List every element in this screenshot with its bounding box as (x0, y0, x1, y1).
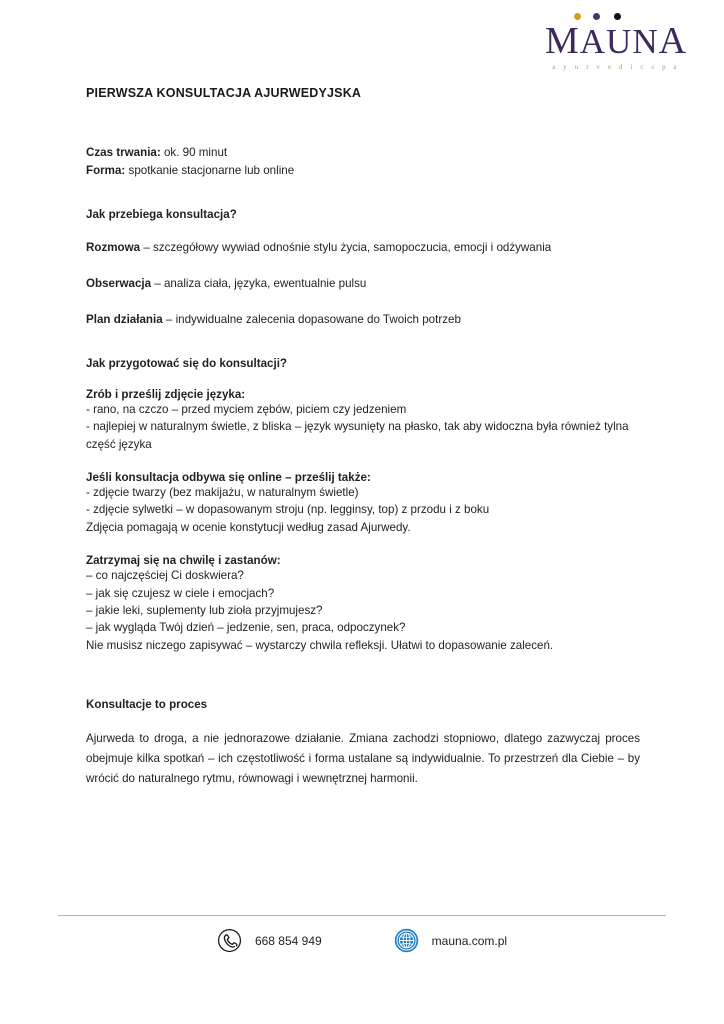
logo-letter-m: M (544, 20, 580, 62)
footer-phone[interactable] (217, 928, 322, 953)
document-content (86, 86, 640, 789)
logo-letter-a2: A (658, 20, 688, 62)
course-item-plan-text: – indywidualne zalecenia dopasowane do Twoich potrzeb (162, 312, 461, 326)
logo-wordmark (545, 22, 687, 60)
reflect-question-4: – jak wygląda Twój dzień – jedzenie, sen, praca, odpoczynek? (86, 621, 406, 635)
reflect-question-2: – jak się czujesz w ciele i emocjach? (86, 586, 275, 600)
logo-dot-purple-icon (593, 13, 600, 20)
section-process-body: Ajurweda to droga, a nie jednorazowe działanie. Zmiana zachodzi stopniowo, dlatego zazwyczaj proces obejmuje kilka spotkań – ich częstotliwość i forma ustalane są indywidualnie. To przestrzeń dla Ciebie – by wrócić do naturalnego rytmu, równowagi i wewnętrznej harmonii. (86, 732, 640, 786)
meta-form (86, 162, 640, 180)
online-line-3: Zdjęcia pomagają w ocenie konstytucji według zasad Ajurwedy. (86, 520, 411, 534)
meta-duration-value: ok. 90 minut (160, 146, 228, 159)
course-item-plan (86, 311, 640, 329)
logo-letter-u: U (606, 22, 633, 61)
footer-divider (58, 915, 666, 916)
logo-dot-gold-icon (574, 13, 581, 20)
logo-dot-black-icon (614, 13, 621, 20)
meta-form-value: spotkanie stacjonarne lub online (125, 163, 295, 177)
reflect-closing: Nie musisz niczego zapisywać – wystarczy chwila refleksji. Ułatwi to dopasowanie zaleceń. (86, 638, 554, 652)
footer-phone-number: 668 854 949 (254, 933, 322, 948)
logo-tagline: a y u r v e d i c s p a (552, 63, 680, 71)
reflect-question-1: – co najczęściej Ci doskwiera? (86, 569, 244, 583)
section-heading-course: Jak przebiega konsultacja? (86, 207, 237, 221)
logo-letter-a1: A (579, 22, 607, 61)
course-item-plan-label: Plan działania (86, 312, 163, 326)
brand-logo (536, 22, 696, 71)
course-item-obserwacja (86, 275, 640, 293)
meta-duration (86, 144, 640, 162)
course-item-rozmowa-label: Rozmowa (86, 240, 141, 254)
subheading-reflect: Zatrzymaj się na chwilę i zastanów: (86, 554, 281, 568)
reflect-question-3: – jakie leki, suplementy lub zioła przyjmujesz? (86, 603, 323, 617)
subheading-online-photos: Jeśli konsultacja odbywa się online – prześlij także: (86, 471, 371, 485)
course-item-rozmowa (86, 239, 640, 257)
logo-letter-n: N (632, 22, 659, 61)
footer-website-url: mauna.com.pl (431, 933, 508, 948)
online-line-2: - zdjęcie sylwetki – w dopasowanym stroju (np. legginsy, top) z przodu i z boku (86, 503, 490, 517)
tongue-line-1: - rano, na czczo – przed myciem zębów, piciem czy jedzeniem (86, 402, 407, 416)
course-item-obserwacja-label: Obserwacja (86, 276, 152, 290)
phone-icon (217, 928, 242, 953)
meta-form-label: Forma: (86, 163, 126, 177)
page-title: PIERWSZA KONSULTACJA AJURWEDYJSKA (86, 86, 362, 100)
tongue-line-2: - najlepiej w naturalnym świetle, z bliska – język wysunięty na płasko, tak aby widoczna była również tylna część języka (86, 420, 629, 451)
subheading-tongue-photo: Zrób i prześlij zdjęcie języka: (86, 387, 246, 401)
section-heading-prepare: Jak przygotować się do konsultacji? (86, 356, 288, 370)
meta-duration-label: Czas trwania: (86, 146, 161, 159)
course-item-rozmowa-text: – szczegółowy wywiad odnośnie stylu życia, samopoczucia, emocji i odżywania (140, 240, 552, 254)
globe-icon (394, 928, 419, 953)
footer (0, 928, 724, 953)
footer-website[interactable] (394, 928, 507, 953)
online-line-1: - zdjęcie twarzy (bez makijażu, w naturalnym świetle) (86, 486, 359, 500)
course-item-obserwacja-text: – analiza ciała, języka, ewentualnie pulsu (151, 276, 367, 290)
section-heading-process: Konsultacje to proces (86, 698, 208, 712)
